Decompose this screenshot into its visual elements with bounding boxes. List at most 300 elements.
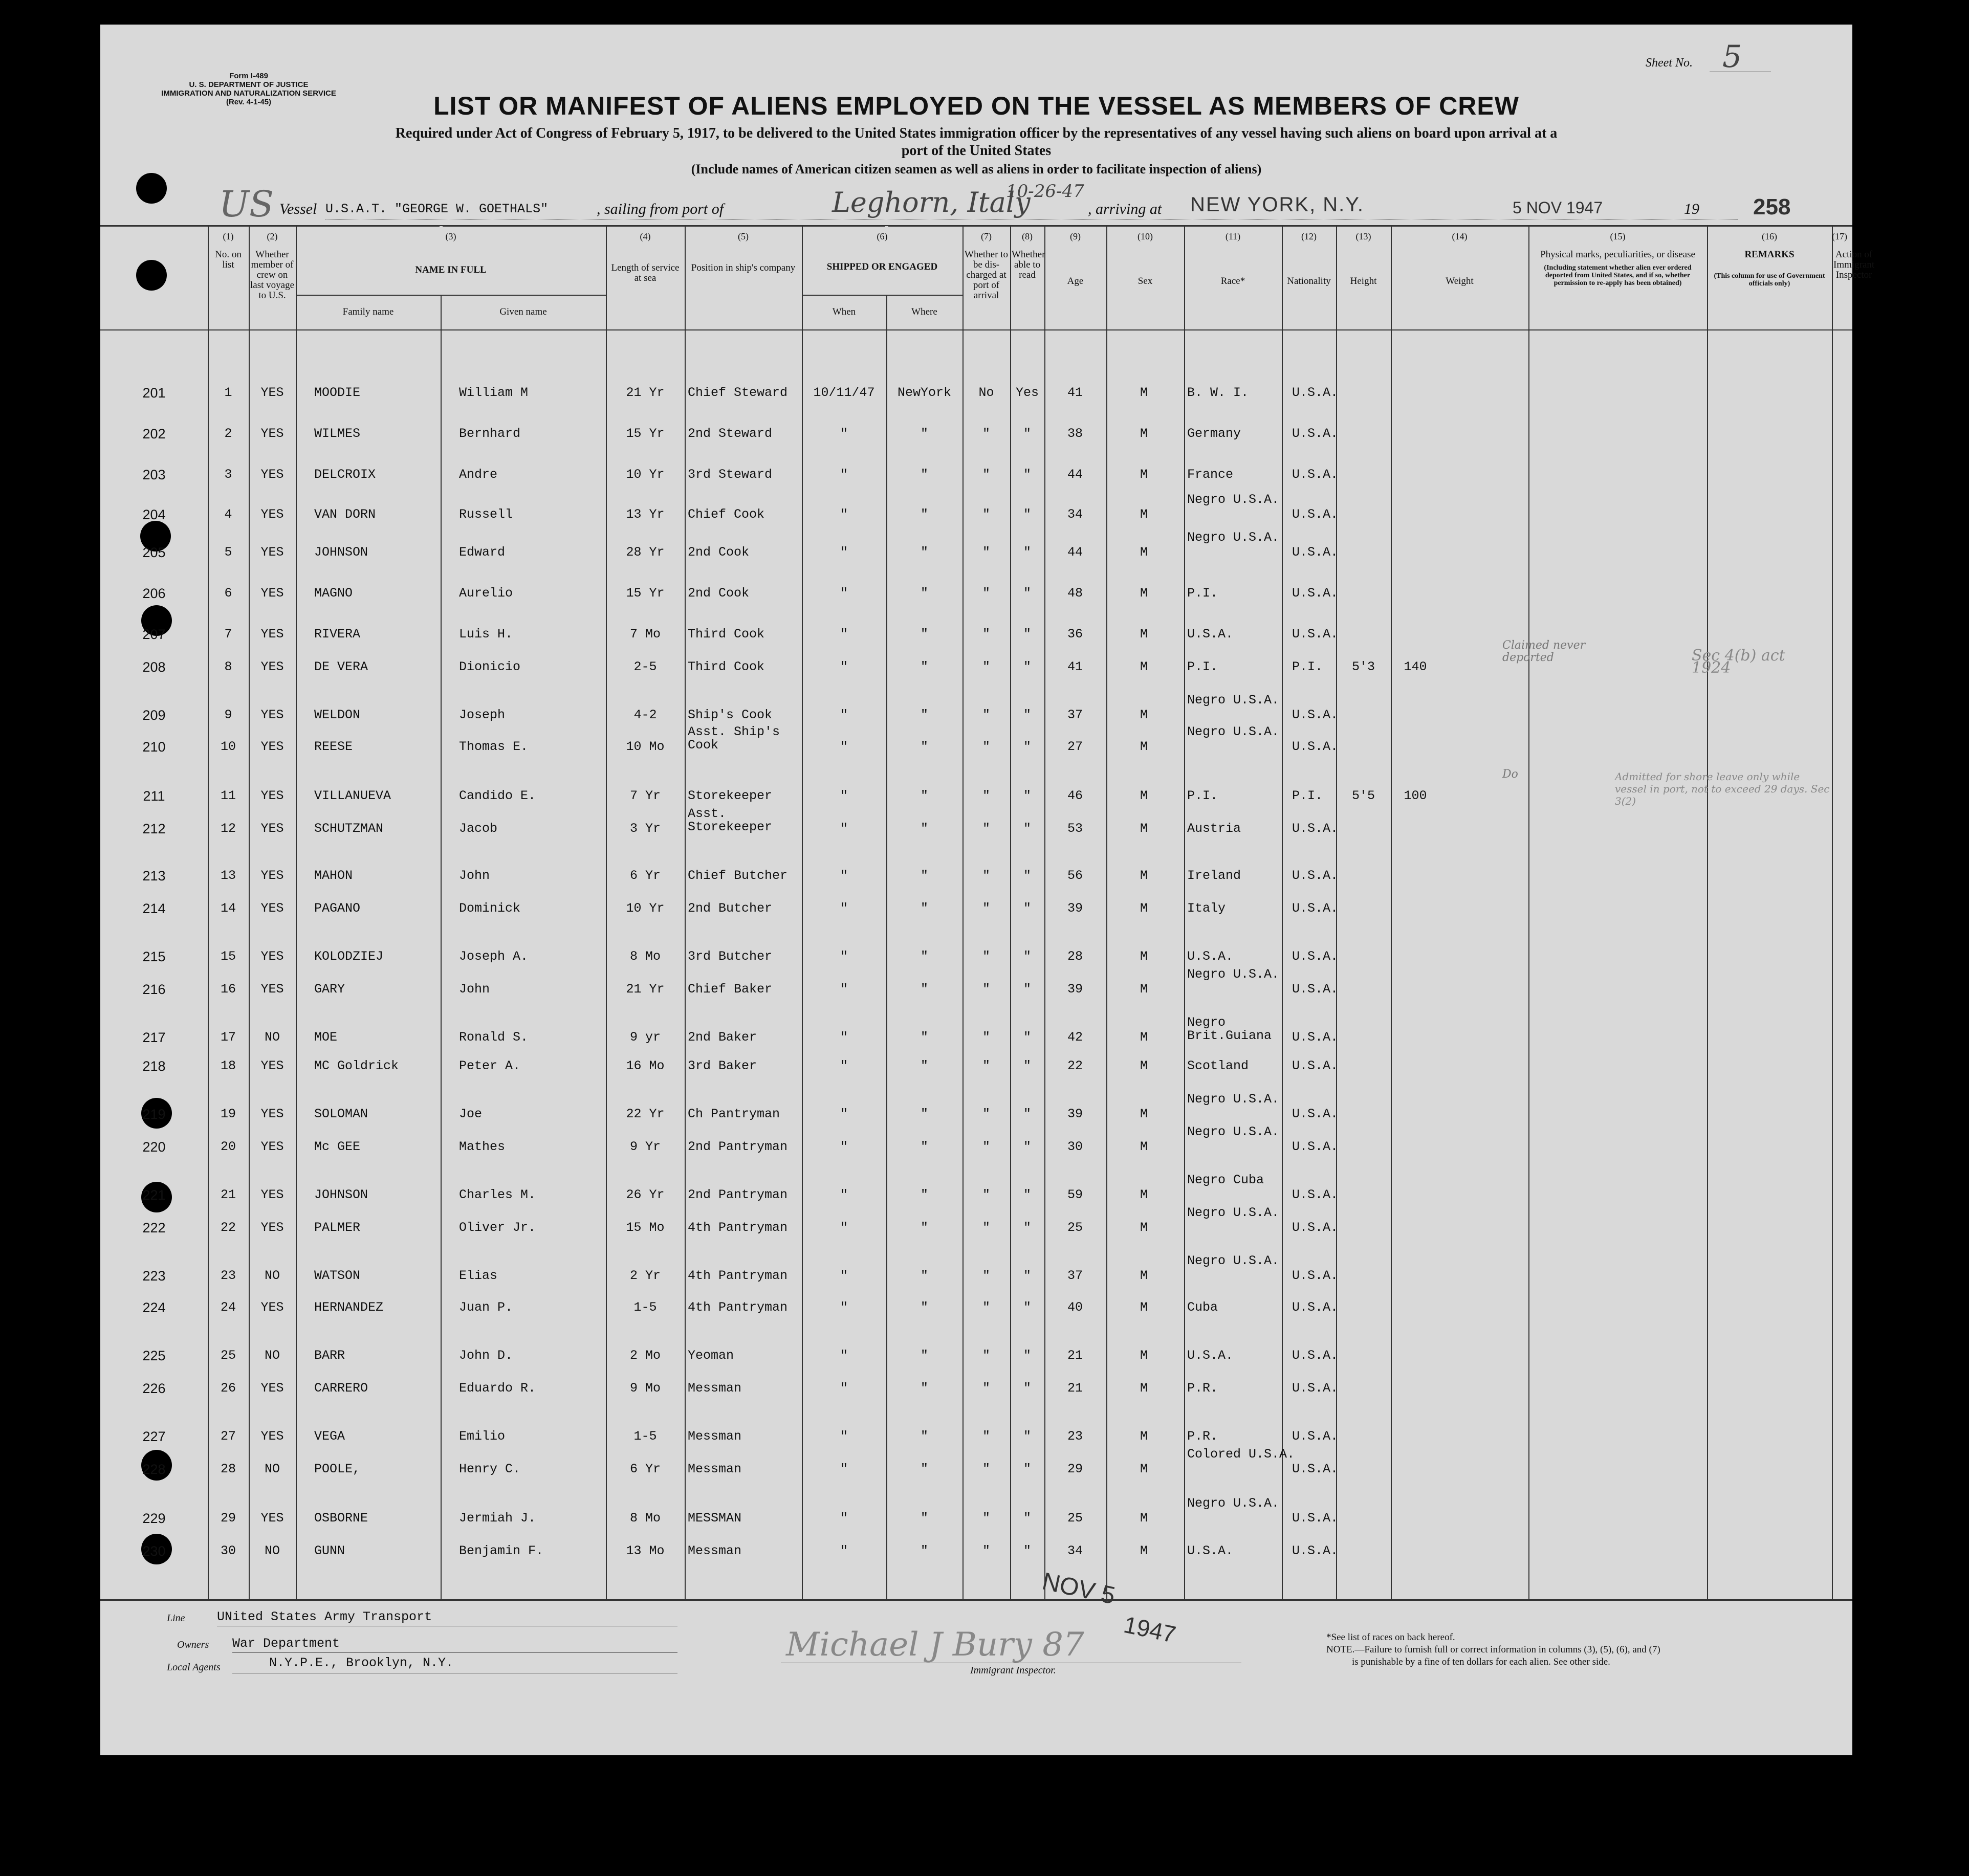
cell-age: 34 bbox=[1067, 507, 1083, 522]
column-number: (10) bbox=[1137, 231, 1153, 241]
cell-weight: 140 bbox=[1404, 659, 1427, 674]
cell-read: " bbox=[1023, 1348, 1031, 1363]
cell-where: " bbox=[920, 821, 928, 836]
cell-position: 2nd Cook bbox=[688, 586, 750, 601]
cell-when: " bbox=[840, 659, 848, 674]
cell-service: 21 Yr bbox=[626, 385, 665, 400]
cell-last: YES bbox=[260, 426, 284, 441]
cell-service: 15 Mo bbox=[626, 1220, 665, 1235]
cell-where: " bbox=[920, 1543, 928, 1558]
owners-value: War Department bbox=[232, 1636, 340, 1651]
cell-no: 20 bbox=[220, 1139, 236, 1154]
cell-where: " bbox=[920, 982, 928, 997]
margin-mark: US bbox=[219, 183, 274, 225]
inspector-label: Immigrant Inspector. bbox=[970, 1665, 1056, 1676]
cell-service: 13 Mo bbox=[626, 1543, 665, 1558]
cell-read: " bbox=[1023, 586, 1031, 601]
cell-given: John bbox=[459, 982, 490, 997]
cell-when: " bbox=[840, 426, 848, 441]
cell-race: Negro U.S.A. bbox=[1187, 724, 1280, 739]
cell-disch: " bbox=[982, 659, 990, 674]
owners-label: Owners bbox=[177, 1639, 209, 1650]
cell-disch: " bbox=[982, 982, 990, 997]
cell-when: " bbox=[840, 1268, 848, 1283]
cell-where: " bbox=[920, 1220, 928, 1235]
cell-last: YES bbox=[260, 385, 284, 400]
column-number: (16) bbox=[1762, 231, 1777, 241]
cell-sex: M bbox=[1140, 1462, 1148, 1476]
column-number: (15) bbox=[1610, 231, 1626, 241]
cell-given: Luis H. bbox=[459, 627, 513, 642]
cell-read: Yes bbox=[1015, 385, 1039, 400]
cell-service: 28 Yr bbox=[626, 545, 665, 560]
cell-no: 15 bbox=[220, 949, 236, 964]
cell-nat: U.S.A. bbox=[1292, 901, 1339, 916]
cell-margin: 204 bbox=[142, 507, 166, 522]
cell-family: DELCROIX bbox=[314, 467, 376, 482]
cell-nat: U.S.A. bbox=[1292, 1139, 1339, 1154]
cell-position: 3rd Steward bbox=[688, 467, 773, 482]
subheader-action-note: (This column for use of Government officials only) bbox=[1714, 272, 1825, 288]
cell-race: P.I. bbox=[1187, 659, 1218, 674]
cell-nat: U.S.A. bbox=[1292, 385, 1339, 400]
column-header: Position in ship's company bbox=[691, 262, 796, 273]
cell-given: Emilio bbox=[459, 1429, 506, 1444]
cell-disch: " bbox=[982, 1058, 990, 1073]
cell-no: 13 bbox=[220, 868, 236, 883]
cell-margin: 215 bbox=[142, 949, 166, 964]
cell-last: YES bbox=[260, 821, 284, 836]
cell-family: GUNN bbox=[314, 1543, 345, 1558]
cell-service: 2-5 bbox=[633, 659, 657, 674]
cell-last: YES bbox=[260, 1429, 284, 1444]
cell-where: " bbox=[920, 1107, 928, 1121]
cell-service: 8 Mo bbox=[629, 1511, 661, 1526]
manifest-sheet: Form I-489 U. S. DEPARTMENT OF JUSTICE IMMIGRATION AND NATURALIZATION SERVICE (Rev. 4-1-45) Sheet No. 5 LIST OR MANIFEST OF ALIENS EMPLOYED ON THE VESSEL AS MEMBERS OF CREW Required under Act of Congress of February 5, 1917, to be delivered to the United States immigration officer by the representatives of any vessel having such aliens on board upon arrival at a port of the United States (Include names of American citizen seamen as well as aliens in order to facilitate inspection of aliens) US Vessel U.S.A.T. "GEORGE W. GOETHALS" , sailing from port of Leghorn, Italy 10-26-47 , arriving at NEW YORK, N.Y. 5 NOV 1947 19 258 (1) No. on list (2) Whether member of crew on last voyage to U.S. (3) NAME IN FULL (4) Length of service at sea (5) Position in ship's company (6) SHIPPED OR ENGAGED (7) Whether to be dis-charged at port of arrival (8) Whether able to read (9) Age (10) Sex (11) Race* (12) Nationality (13) Height (14) Weight (15) Physical marks, peculiarities, or disease (16) REMARKS (17) Action of Immigrant Inspector Family name Given name When Where (Including statement whether alien ever ordered deported from United States, and if so, whether permission to re-apply has been obtained) (This column for use of Government officials only) 201 1 YES MOODIE William M 21 Yr Chief Steward 10/11/47 NewYork No Yes 41 M B. W. I. U.S.A. 202 2 YES WILMES Bernhard 15 Yr 2nd Steward " " " " 38 M Germany U.S.A. 203 3 YES DELCROIX Andre 10 Yr 3rd Steward " " " " 44 M France U.S.A. 204 4 YES VAN DORN Russell 13 Yr Chief Cook " " " " 34 M Negro U.S.A. U.S.A. 205 5 YES JOHNSON Edward 28 Yr 2nd Cook " " " " 44 M Negro U.S.A. U.S.A. 206 6 YES MAGNO Aurelio 15 Yr 2nd Cook " " " " 48 M P.I. U.S.A. 207 7 YES RIVERA Luis H. 7 Mo Third Cook " " " " 36 M U.S.A. U.S.A. 208 8 YES DE VERA Dionicio 2-5 Third Cook " " " " 41 M P.I. P.I. 5'3 140 Claimed never deported Sec 4(b) act 1924 209 9 YES WELDON Joseph 4-2 Ship's Cook " " " " 37 M Negro U.S.A. U.S.A. 210 10 YES REESE Thomas E. 10 Mo Asst. Ship's Cook " " " " 27 M Negro U.S.A. U.S.A. 211 11 YES VILLANUEVA Candido E. 7 Yr Storekeeper " " " " 46 M P.I. P.I. 5'5 100 Do Admitted for shore leave only while vessel in port, not to exceed 29 days. Sec 3(2) 212 12 YES SCHUTZMAN Jacob 3 Yr Asst. Storekeeper " " " " 53 M Austria U.S.A. 213 13 YES MAHON John 6 Yr Chief Butcher " " " " 56 M Ireland U.S.A. 214 14 YES PAGANO Dominick 10 Yr 2nd Butcher " " " " 39 M Italy U.S.A. 215 15 YES KOLODZIEJ Joseph A. 8 Mo 3rd Butcher " " " " 28 M U.S.A. U.S.A. 216 16 YES GARY John 21 Yr Chief Baker " " " " 39 M Negro U.S.A. U.S.A. 217 17 NO MOE Ronald S. 9 yr 2nd Baker " " " " 42 M Negro Brit.Guiana U.S.A. 218 18 YES MC Goldrick Peter A. 16 Mo 3rd Baker " " " " 22 M Scotland U.S.A. 219 19 YES SOLOMAN Joe 22 Yr Ch Pantryman " " " " 39 M Negro U.S.A. U.S.A. 220 20 YES Mc GEE Mathes 9 Yr 2nd Pantryman " " " " 30 M Negro U.S.A. U.S.A. 221 21 YES JOHNSON Charles M. 26 Yr 2nd Pantryman " " " " 59 M Negro Cuba U.S.A. 222 22 YES PALMER Oliver Jr. 15 Mo 4th Pantryman " " " " 25 M Negro U.S.A. U.S.A. 223 23 NO WATSON Elias 2 Yr 4th Pantryman " " " " 37 M Negro U.S.A. U.S.A. 224 24 YES HERNANDEZ Juan P. 1-5 4th Pantryman " " " " 40 M Cuba U.S.A. 225 25 NO BARR John D. 2 Mo Yeoman " " " " 21 M U.S.A. U.S.A. 226 26 YES CARRERO Eduardo R. 9 Mo Messman " " " " 21 M P.R. U.S.A. 227 27 YES VEGA Emilio 1-5 Messman " " " " 23 M P.R. U.S.A. 228 28 NO POOLE, Henry C. 6 Yr Messman " " " " 29 M Colored U.S.A. U.S.A. 229 29 YES OSBORNE Jermiah J. 8 Mo MESSMAN " " " " 25 M Negro U.S.A. U.S.A. 230 30 NO GUNN Benjamin F. 13 Mo Messman " " " " 34 M U.S.A. U.S.A. Line UNited States Army Transport Owners War Department Local Agents N.Y.P.E., Brooklyn, N.Y. Michael J Bury 87 Immigrant Inspector. NOV 5 1947 *See list of races on back hereof. NOTE.—Failure to furnish full or correct information in columns (3), (5), (6), and (7) is punishable by a fine of ten dollars for each alien. See other side. bbox=[100, 25, 1852, 1755]
cell-given: Joseph bbox=[459, 708, 506, 722]
cell-given: Dominick bbox=[459, 901, 521, 916]
cell-family: SOLOMAN bbox=[314, 1107, 368, 1121]
cell-disch: " bbox=[982, 1381, 990, 1396]
cell-family: MOE bbox=[314, 1030, 338, 1045]
penalty-note: NOTE.—Failure to furnish full or correct information in columns (3), (5), (6), and (7) bbox=[1326, 1644, 1660, 1655]
cell-margin: 220 bbox=[142, 1139, 166, 1155]
cell-no: 24 bbox=[220, 1300, 236, 1315]
cell-given: Edward bbox=[459, 545, 506, 560]
sheet-number: 5 bbox=[1722, 39, 1742, 75]
cell-disch: No bbox=[978, 385, 994, 400]
cell-family: GARY bbox=[314, 982, 345, 997]
cell-when: " bbox=[840, 788, 848, 803]
cell-height: 5'5 bbox=[1351, 788, 1375, 803]
cell-sex: M bbox=[1140, 1381, 1148, 1396]
cell-sex: M bbox=[1140, 1300, 1148, 1315]
subheader-where: Where bbox=[911, 306, 937, 317]
cell-where: " bbox=[920, 868, 928, 883]
column-number: (4) bbox=[640, 231, 651, 241]
cell-service: 10 Yr bbox=[626, 901, 665, 916]
cell-where: " bbox=[920, 1429, 928, 1444]
cell-family: OSBORNE bbox=[314, 1511, 368, 1526]
cell-position: 2nd Pantryman bbox=[688, 1139, 788, 1154]
cell-when: " bbox=[840, 1107, 848, 1121]
cell-nat: U.S.A. bbox=[1292, 1348, 1339, 1363]
cell-no: 25 bbox=[220, 1348, 236, 1363]
cell-read: " bbox=[1023, 1543, 1031, 1558]
column-number: (14) bbox=[1452, 231, 1468, 241]
cell-race: Germany bbox=[1187, 426, 1241, 441]
cell-given: Oliver Jr. bbox=[459, 1220, 536, 1235]
cell-last: YES bbox=[260, 1187, 284, 1202]
cell-read: " bbox=[1023, 1187, 1031, 1202]
year-label: 19 bbox=[1684, 201, 1699, 217]
cell-race: Negro U.S.A. bbox=[1187, 492, 1280, 507]
cell-where: NewYork bbox=[897, 385, 952, 400]
cell-sex: M bbox=[1140, 1107, 1148, 1121]
cell-nat: U.S.A. bbox=[1292, 739, 1339, 754]
cell-family: MC Goldrick bbox=[314, 1058, 399, 1073]
cell-service: 9 yr bbox=[629, 1030, 661, 1045]
cell-margin: 211 bbox=[143, 788, 165, 804]
cell-sex: M bbox=[1140, 1429, 1148, 1444]
cell-nat: U.S.A. bbox=[1292, 1268, 1339, 1283]
cell-disch: " bbox=[982, 1429, 990, 1444]
cell-family: WATSON bbox=[314, 1268, 361, 1283]
cell-disch: " bbox=[982, 1107, 990, 1121]
cell-sex: M bbox=[1140, 1543, 1148, 1558]
page-number: 258 bbox=[1753, 194, 1791, 219]
column-number: (3) bbox=[445, 231, 456, 241]
cell-given: Peter A. bbox=[459, 1058, 521, 1073]
departure-date: 10-26-47 bbox=[1006, 181, 1084, 202]
cell-margin: 207 bbox=[142, 627, 166, 642]
cell-where: " bbox=[920, 1511, 928, 1526]
cell-nat: U.S.A. bbox=[1292, 627, 1339, 642]
cell-race: U.S.A. bbox=[1187, 627, 1234, 642]
cell-position: Ch Pantryman bbox=[688, 1107, 780, 1121]
cell-service: 6 Yr bbox=[629, 868, 661, 883]
cell-disch: " bbox=[982, 1462, 990, 1476]
column-number: (1) bbox=[223, 231, 234, 241]
cell-race: Negro U.S.A. bbox=[1187, 1496, 1280, 1511]
cell-last: YES bbox=[260, 1139, 284, 1154]
cell-margin: 229 bbox=[142, 1511, 166, 1526]
cell-service: 2 Mo bbox=[629, 1348, 661, 1363]
cell-where: " bbox=[920, 1268, 928, 1283]
cell-service: 1-5 bbox=[633, 1300, 657, 1315]
cell-action: Admitted for shore leave only while vessel in port, not to exceed 29 days. Sec 3(2) bbox=[1615, 770, 1830, 807]
port-from: Leghorn, Italy bbox=[832, 186, 1031, 218]
cell-margin: 221 bbox=[142, 1187, 166, 1203]
cell-race: Negro U.S.A. bbox=[1187, 1253, 1280, 1268]
arriving-label: , arriving at bbox=[1088, 201, 1162, 217]
cell-nat: U.S.A. bbox=[1292, 545, 1339, 560]
cell-read: " bbox=[1023, 868, 1031, 883]
cell-no: 18 bbox=[220, 1058, 236, 1073]
subtitle-include-note: (Include names of American citizen seamen as well as aliens in order to facilitate inspection of aliens) bbox=[691, 162, 1262, 176]
cell-last: YES bbox=[260, 739, 284, 754]
cell-remark: Do bbox=[1502, 768, 1518, 781]
cell-sex: M bbox=[1140, 545, 1148, 560]
cell-when: " bbox=[840, 868, 848, 883]
cell-disch: " bbox=[982, 627, 990, 642]
cell-when: " bbox=[840, 467, 848, 482]
cell-read: " bbox=[1023, 982, 1031, 997]
vessel-line bbox=[279, 181, 1814, 229]
cell-last: YES bbox=[260, 949, 284, 964]
cell-age: 21 bbox=[1067, 1348, 1083, 1363]
cell-where: " bbox=[920, 1462, 928, 1476]
cell-last: NO bbox=[264, 1268, 280, 1283]
cell-disch: " bbox=[982, 545, 990, 560]
cell-given: Russell bbox=[459, 507, 513, 522]
cell-disch: " bbox=[982, 708, 990, 722]
cell-service: 21 Yr bbox=[626, 982, 665, 997]
cell-family: WELDON bbox=[314, 708, 361, 722]
cell-nat: U.S.A. bbox=[1292, 1220, 1339, 1235]
cell-race: Colored U.S.A. bbox=[1187, 1447, 1295, 1462]
cell-read: " bbox=[1023, 1220, 1031, 1235]
cell-given: Mathes bbox=[459, 1139, 506, 1154]
cell-read: " bbox=[1023, 1462, 1031, 1476]
cell-age: 37 bbox=[1067, 1268, 1083, 1283]
cell-family: DE VERA bbox=[314, 659, 368, 674]
column-number: (13) bbox=[1355, 231, 1371, 241]
cell-when: " bbox=[840, 1429, 848, 1444]
cell-age: 39 bbox=[1067, 1107, 1083, 1121]
cell-margin: 227 bbox=[142, 1429, 166, 1444]
cell-given: Candido E. bbox=[459, 788, 536, 803]
cell-family: CARRERO bbox=[314, 1381, 368, 1396]
cell-read: " bbox=[1023, 507, 1031, 522]
cell-given: Dionicio bbox=[459, 659, 521, 674]
column-number: (2) bbox=[267, 231, 278, 241]
column-header: Weight bbox=[1446, 276, 1474, 286]
cell-where: " bbox=[920, 545, 928, 560]
cell-age: 41 bbox=[1067, 659, 1083, 674]
cell-given: Henry C. bbox=[459, 1462, 521, 1476]
column-header: Nationality bbox=[1287, 276, 1331, 286]
cell-when: " bbox=[840, 1030, 848, 1045]
cell-family: VEGA bbox=[314, 1429, 345, 1444]
vessel-label: Vessel bbox=[279, 201, 317, 217]
agents-value: N.Y.P.E., Brooklyn, N.Y. bbox=[269, 1656, 454, 1670]
cell-given: Charles M. bbox=[459, 1187, 536, 1202]
cell-age: 53 bbox=[1067, 821, 1083, 836]
cell-family: BARR bbox=[314, 1348, 345, 1363]
subtitle-requirement: Required under Act of Congress of February 5, 1917, to be delivered to the United States immigration officer by the representatives of any vessel having such aliens on board upon arrival at a port of the United States bbox=[395, 125, 1558, 159]
cell-family: VILLANUEVA bbox=[314, 788, 391, 803]
cell-when: " bbox=[840, 1300, 848, 1315]
column-header: Height bbox=[1350, 276, 1377, 286]
cell-age: 30 bbox=[1067, 1139, 1083, 1154]
cell-last: NO bbox=[264, 1348, 280, 1363]
cell-sex: M bbox=[1140, 821, 1148, 836]
cell-nat: U.S.A. bbox=[1292, 1511, 1339, 1526]
cell-when: 10/11/47 bbox=[813, 385, 875, 400]
cell-age: 39 bbox=[1067, 982, 1083, 997]
cell-margin: 216 bbox=[142, 982, 166, 997]
cell-no: 29 bbox=[220, 1511, 236, 1526]
cell-where: " bbox=[920, 708, 928, 722]
cell-read: " bbox=[1023, 739, 1031, 754]
cell-disch: " bbox=[982, 868, 990, 883]
cell-race: Negro Brit.Guiana bbox=[1187, 1015, 1272, 1043]
cell-no: 28 bbox=[220, 1462, 236, 1476]
cell-no: 3 bbox=[224, 467, 232, 482]
cell-disch: " bbox=[982, 901, 990, 916]
cell-margin: 214 bbox=[142, 901, 166, 916]
cell-no: 21 bbox=[220, 1187, 236, 1202]
cell-no: 1 bbox=[224, 385, 232, 400]
cell-disch: " bbox=[982, 949, 990, 964]
cell-disch: " bbox=[982, 467, 990, 482]
column-header: Age bbox=[1067, 276, 1084, 286]
cell-weight: 100 bbox=[1404, 788, 1427, 803]
cell-margin: 217 bbox=[142, 1030, 166, 1045]
cell-no: 12 bbox=[220, 821, 236, 836]
form-service: IMMIGRATION AND NATURALIZATION SERVICE bbox=[161, 89, 336, 98]
cell-when: " bbox=[840, 901, 848, 916]
cell-margin: 209 bbox=[142, 708, 166, 723]
form-revision: (Rev. 4-1-45) bbox=[226, 98, 272, 106]
cell-race: B. W. I. bbox=[1187, 385, 1249, 400]
cell-family: KOLODZIEJ bbox=[314, 949, 384, 964]
cell-given: William M bbox=[459, 385, 529, 400]
subheader-family: Family name bbox=[342, 306, 394, 317]
cell-when: " bbox=[840, 627, 848, 642]
cell-family: VAN DORN bbox=[314, 507, 376, 522]
cell-position: Yeoman bbox=[688, 1348, 734, 1363]
cell-where: " bbox=[920, 627, 928, 642]
stamp-date: NOV 5 bbox=[1040, 1568, 1118, 1610]
cell-margin: 222 bbox=[142, 1220, 166, 1235]
cell-remark: Claimed never deported bbox=[1502, 639, 1586, 664]
inspector-signature: Michael J Bury 87 bbox=[786, 1626, 1084, 1664]
column-header: NAME IN FULL bbox=[415, 264, 487, 275]
cell-no: 10 bbox=[220, 739, 236, 754]
cell-last: YES bbox=[260, 1058, 284, 1073]
cell-sex: M bbox=[1140, 788, 1148, 803]
cell-height: 5'3 bbox=[1351, 659, 1375, 674]
cell-service: 10 Mo bbox=[626, 739, 665, 754]
stamp-year: 1947 bbox=[1121, 1610, 1178, 1648]
cell-when: " bbox=[840, 1462, 848, 1476]
cell-read: " bbox=[1023, 949, 1031, 964]
punch-hole bbox=[136, 260, 167, 291]
cell-service: 6 Yr bbox=[629, 1462, 661, 1476]
cell-where: " bbox=[920, 1381, 928, 1396]
cell-no: 27 bbox=[220, 1429, 236, 1444]
cell-sex: M bbox=[1140, 949, 1148, 964]
cell-nat: U.S.A. bbox=[1292, 1300, 1339, 1315]
cell-sex: M bbox=[1140, 467, 1148, 482]
column-header: Physical marks, peculiarities, or disease bbox=[1540, 249, 1695, 260]
cell-age: 21 bbox=[1067, 1381, 1083, 1396]
cell-family: WILMES bbox=[314, 426, 361, 441]
cell-sex: M bbox=[1140, 1058, 1148, 1073]
cell-position: Chief Baker bbox=[688, 982, 773, 997]
cell-margin: 226 bbox=[142, 1381, 166, 1396]
cell-position: Chief Butcher bbox=[688, 868, 788, 883]
cell-given: Jacob bbox=[459, 821, 498, 836]
cell-last: YES bbox=[260, 507, 284, 522]
cell-race: Negro U.S.A. bbox=[1187, 967, 1280, 982]
cell-when: " bbox=[840, 1381, 848, 1396]
cell-age: 29 bbox=[1067, 1462, 1083, 1476]
vessel-name: U.S.A.T. "GEORGE W. GOETHALS" bbox=[325, 202, 549, 216]
cell-where: " bbox=[920, 901, 928, 916]
cell-when: " bbox=[840, 1511, 848, 1526]
cell-family: PAGANO bbox=[314, 901, 361, 916]
cell-nat: U.S.A. bbox=[1292, 1543, 1339, 1558]
cell-race: U.S.A. bbox=[1187, 949, 1234, 964]
cell-when: " bbox=[840, 708, 848, 722]
cell-margin: 228 bbox=[142, 1462, 166, 1477]
cell-given: Benjamin F. bbox=[459, 1543, 544, 1558]
cell-age: 40 bbox=[1067, 1300, 1083, 1315]
cell-when: " bbox=[840, 545, 848, 560]
cell-position: Third Cook bbox=[688, 659, 765, 674]
cell-when: " bbox=[840, 1187, 848, 1202]
cell-nat: U.S.A. bbox=[1292, 467, 1339, 482]
cell-margin: 213 bbox=[142, 868, 166, 884]
cell-margin: 225 bbox=[142, 1348, 166, 1363]
cell-margin: 202 bbox=[142, 426, 166, 442]
cell-when: " bbox=[840, 1348, 848, 1363]
cell-read: " bbox=[1023, 426, 1031, 441]
cell-age: 22 bbox=[1067, 1058, 1083, 1073]
cell-sex: M bbox=[1140, 1511, 1148, 1526]
cell-sex: M bbox=[1140, 426, 1148, 441]
cell-no: 14 bbox=[220, 901, 236, 916]
cell-margin: 205 bbox=[142, 545, 166, 560]
cell-nat: U.S.A. bbox=[1292, 1107, 1339, 1121]
subheader-when: When bbox=[832, 306, 856, 317]
cell-margin: 201 bbox=[142, 385, 166, 401]
cell-read: " bbox=[1023, 1058, 1031, 1073]
cell-family: MAHON bbox=[314, 868, 353, 883]
cell-nat: U.S.A. bbox=[1292, 1058, 1339, 1073]
cell-when: " bbox=[840, 1220, 848, 1235]
cell-race: France bbox=[1187, 467, 1234, 482]
cell-last: YES bbox=[260, 586, 284, 601]
cell-given: Elias bbox=[459, 1268, 498, 1283]
port-to: NEW YORK, N.Y. bbox=[1190, 193, 1364, 216]
cell-when: " bbox=[840, 821, 848, 836]
arrival-date: 5 NOV 1947 bbox=[1513, 198, 1603, 217]
cell-where: " bbox=[920, 949, 928, 964]
cell-read: " bbox=[1023, 1429, 1031, 1444]
cell-nat: U.S.A. bbox=[1292, 708, 1339, 722]
cell-position: Messman bbox=[688, 1381, 742, 1396]
cell-disch: " bbox=[982, 739, 990, 754]
column-number: (8) bbox=[1022, 231, 1033, 241]
cell-read: " bbox=[1023, 1511, 1031, 1526]
cell-margin: 203 bbox=[142, 467, 166, 482]
cell-when: " bbox=[840, 982, 848, 997]
cell-last: YES bbox=[260, 1511, 284, 1526]
cell-read: " bbox=[1023, 1030, 1031, 1045]
cell-nat: P.I. bbox=[1292, 659, 1323, 674]
cell-where: " bbox=[920, 1300, 928, 1315]
cell-nat: U.S.A. bbox=[1292, 1187, 1339, 1202]
cell-no: 7 bbox=[224, 627, 232, 642]
cell-service: 3 Yr bbox=[629, 821, 661, 836]
cell-age: 23 bbox=[1067, 1429, 1083, 1444]
cell-disch: " bbox=[982, 821, 990, 836]
cell-service: 13 Yr bbox=[626, 507, 665, 522]
